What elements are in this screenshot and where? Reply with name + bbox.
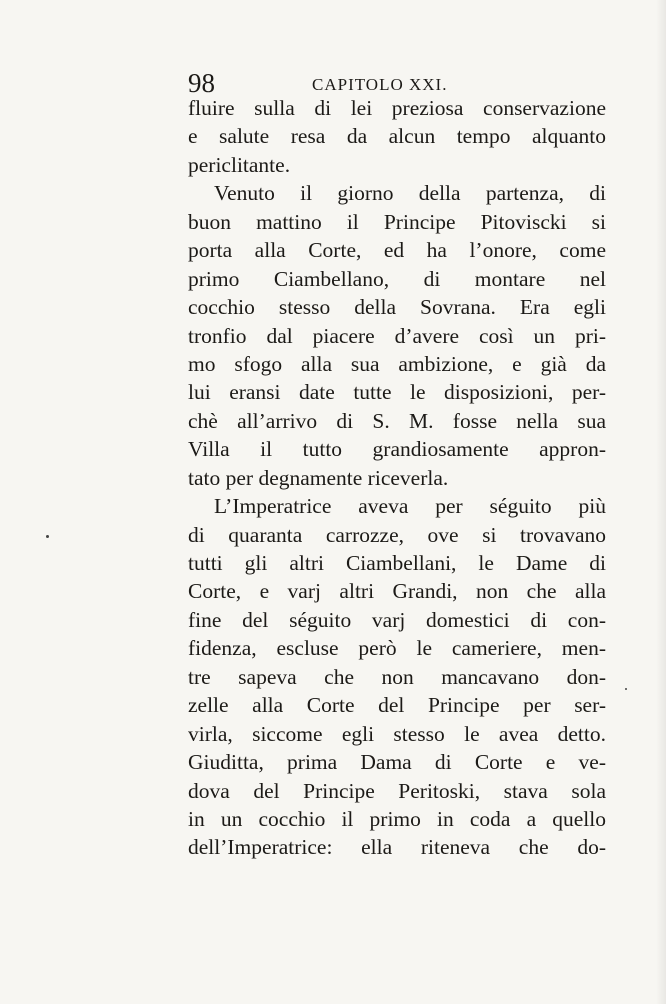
text-line: cocchio stesso della Sovrana. Era egli [188,295,606,320]
text-line: dova del Principe Peritoski, stava sola [188,778,606,803]
text-line: tronfio dal piacere d’avere così un pri- [188,323,606,348]
text-line: L’Imperatrice aveva per séguito più [214,494,606,519]
text-line: di quaranta carrozze, ove si trovavano [188,522,606,547]
text-line: lui eransi date tutte le disposizioni, per- [188,380,606,405]
text-line: periclitante. [188,152,291,177]
text-line: fidenza, escluse però le cameriere, men- [188,636,606,661]
text-line: Corte, e varj altri Grandi, non che alla [188,579,606,604]
text-line: tutti gli altri Ciambellani, le Dame di [188,551,606,575]
text-line: chè all’arrivo di S. M. fosse nella sua [188,408,606,433]
paper-speck [625,688,627,690]
page-number: 98 [188,68,215,98]
text-line: Villa il tutto grandiosamente appron- [188,437,606,462]
text-line: tre sapeva che non mancavano don- [188,664,606,689]
text-line: zelle alla Corte del Principe per ser- [188,693,606,718]
text-line: Venuto il giorno della partenza, di [214,181,606,206]
text-line: fine del séguito varj domestici di con- [188,607,606,632]
text-line: e salute resa da alcun tempo alquanto [188,124,606,149]
text-line: Giuditta, prima Dama di Corte e ve- [188,750,606,775]
page-edge-shadow [656,0,666,1004]
paper-speck [46,535,49,538]
text-line: primo Ciambellano, di montare nel [188,266,606,291]
text-line: buon mattino il Principe Pitoviscki si [188,209,606,234]
text-line: dell’Imperatrice: ella riteneva che do- [188,835,606,860]
text-line: mo sfogo alla sua ambizione, e già da [188,351,606,376]
text-line: in un cocchio il primo in coda a quello [188,806,606,831]
text-line: porta alla Corte, ed ha l’onore, come [188,238,606,263]
text-line: tato per degnamente riceverla. [188,465,449,490]
text-line: virla, siccome egli stesso le avea detto. [188,721,606,746]
text-line: fluire sulla di lei preziosa conservazione [188,96,606,120]
body-text [188,94,606,862]
running-head: CAPITOLO XXI. [312,75,448,94]
